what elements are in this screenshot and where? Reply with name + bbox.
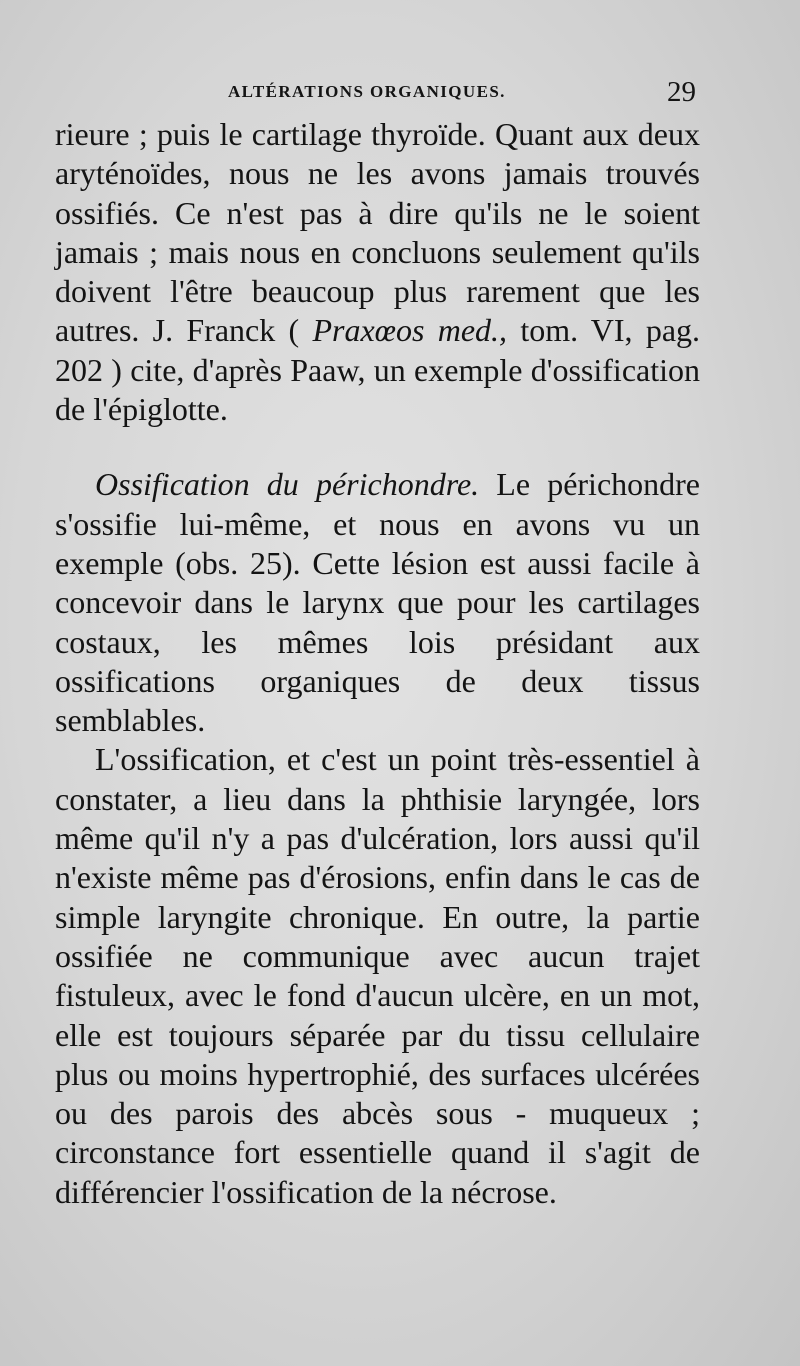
paragraph-1 <box>55 115 700 429</box>
paragraph-3-text: L'ossification, et c'est un point très-essentiel à constater, a lieu dans la phthisie laryngée, lors même qu'il n'y a pas d'ulcération, lors aussi qu'il n'existe même pas d'érosions, enfin dans le cas de simple laryngite chronique. En outre, la partie ossifiée ne communique avec aucun trajet fistuleux, avec le fond d'aucun ulcère, en un mot, elle est toujours séparée par du tissu cellulaire plus ou moins hypertrophié, des surfaces ulcérées ou des parois des abcès sous - muqueux ; circonstance fort essentielle quand il s'agit de différencier l'ossification de la nécrose. <box>55 741 700 1210</box>
paragraph-3 <box>55 740 700 1212</box>
paragraph-2-text: Le périchondre s'ossifie lui-même, et nous en avons vu un exemple (obs. 25). Cette lésion est aussi facile à concevoir dans le larynx que pour les cartilages costaux, les mêmes lois présidant aux ossifications organiques de deux tissus semblables. <box>55 466 701 739</box>
page-header <box>60 78 700 112</box>
citation-title: Praxœos med., <box>312 312 508 349</box>
paragraph-2 <box>55 465 700 740</box>
paragraph-1-text-a: rieure ; puis le cartilage thyroïde. Quant aux deux aryténoïdes, nous ne les avons jamais trouvés ossifiés. Ce n'est pas à dire qu'ils ne le soient jamais ; mais nous en concluons seulement qu'ils doivent l'être beaucoup plus rarement que les autres. J. Franck ( <box>55 116 700 349</box>
running-title: ALTÉRATIONS ORGANIQUES. <box>228 82 506 101</box>
section-lead: Ossification du périchondre. <box>95 466 480 503</box>
body-text <box>55 115 700 1212</box>
paragraph-1-text-b: tom. VI, pag. 202 ) cite, d'après Paaw, un exemple d'ossification de l'épiglotte. <box>55 312 701 428</box>
page-number: 29 <box>667 76 696 108</box>
